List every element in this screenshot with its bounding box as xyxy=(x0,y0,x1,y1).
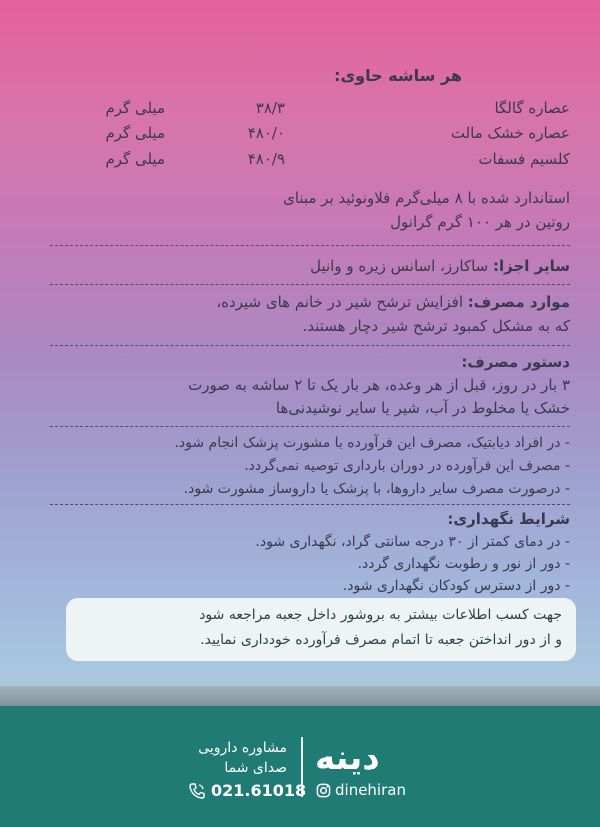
phone-icon xyxy=(188,782,206,800)
ingredient-name: عصاره خشک مالت xyxy=(450,124,570,142)
consult-text xyxy=(198,738,287,778)
composition-row xyxy=(50,98,570,118)
storage-item: - دور از دسترس کودکان نگهداری شود. xyxy=(342,578,570,594)
footer-band xyxy=(0,706,600,827)
dosage-label: دستور مصرف: xyxy=(461,353,570,371)
composition-row xyxy=(50,123,570,143)
consult-line: صدای شما xyxy=(224,760,287,776)
divider xyxy=(50,245,570,246)
divider xyxy=(50,284,570,285)
storage-label: شرایط نگهداری: xyxy=(447,510,570,528)
composition-heading: هر ساشه حاوی: xyxy=(334,66,462,85)
storage-item: - دور از نور و رطوبت نگهداری گردد. xyxy=(357,556,570,572)
ingredient-value: ۳۸/۳ xyxy=(255,99,285,117)
note-line: و از دور انداختن جعبه تا اتمام مصرف فرآورده خودداری نمایید. xyxy=(200,632,562,648)
dosage-text: ۳ بار در روز، قبل از هر وعده، هر بار یک تا ۲ ساشه به صورت xyxy=(188,376,570,394)
storage-item: - در دمای کمتر از ۳۰ درجه سانتی گراد، نگهداری شود. xyxy=(255,534,570,550)
divider xyxy=(50,345,570,346)
brand-logo: دینه xyxy=(315,738,380,778)
phone-number[interactable] xyxy=(188,781,306,800)
grey-band xyxy=(0,686,600,708)
ingredient-unit: میلی گرم xyxy=(105,124,165,142)
ingredient-name: کلسیم فسفات xyxy=(478,150,570,168)
indications-text: افزایش ترشح شیر در خانم های شیرده، xyxy=(216,293,463,311)
warning-item: - در افراد دیابتیک، مصرف این فرآورده با مشورت پزشک انجام شود. xyxy=(174,435,570,451)
warning-item: - درصورت مصرف سایر داروها، با پزشک یا داروساز مشورت شود. xyxy=(183,481,570,497)
composition-row xyxy=(50,149,570,169)
standardized-text: استاندارد شده با ۸ میلی‌گرم فلاونوئید بر مبنای xyxy=(283,189,570,207)
divider xyxy=(50,504,570,505)
info-note-box xyxy=(66,598,576,661)
standardized-text: روتین در هر ۱۰۰ گرم گرانول xyxy=(390,213,570,231)
consult-line: مشاوره دارویی xyxy=(198,740,287,756)
warning-item: - مصرف این فرآورده در دوران بارداری توصیه نمی‌گردد. xyxy=(244,458,570,474)
divider xyxy=(50,426,570,427)
indications-label: موارد مصرف: xyxy=(467,293,570,311)
indications-text: که به مشکل کمبود ترشح شیر دچار هستند. xyxy=(302,317,570,335)
ingredient-value: ۴۸۰/۰ xyxy=(247,124,285,142)
dosage-text: خشک یا مخلوط در آب، شیر یا سایر نوشیدنی‌ها xyxy=(275,399,570,417)
instagram-handle[interactable] xyxy=(316,781,406,799)
ingredient-value: ۴۸۰/۹ xyxy=(247,150,285,168)
other-ingredients-label: سایر اجزا: xyxy=(493,257,570,275)
phone-text: 021.61018 xyxy=(211,781,307,800)
instagram-icon xyxy=(316,783,331,798)
ingredient-unit: میلی گرم xyxy=(105,150,165,168)
handle-text: dinehiran xyxy=(335,781,406,799)
other-ingredients xyxy=(310,256,570,276)
ingredient-name: عصاره گالگا xyxy=(494,99,570,117)
indications-line xyxy=(216,292,570,312)
note-line: جهت کسب اطلاعات بیشتر به بروشور داخل جعبه مراجعه شود xyxy=(199,607,562,623)
other-ingredients-text: ساکارز، اسانس زیره و وانیل xyxy=(310,257,489,275)
ingredient-unit: میلی گرم xyxy=(105,99,165,117)
